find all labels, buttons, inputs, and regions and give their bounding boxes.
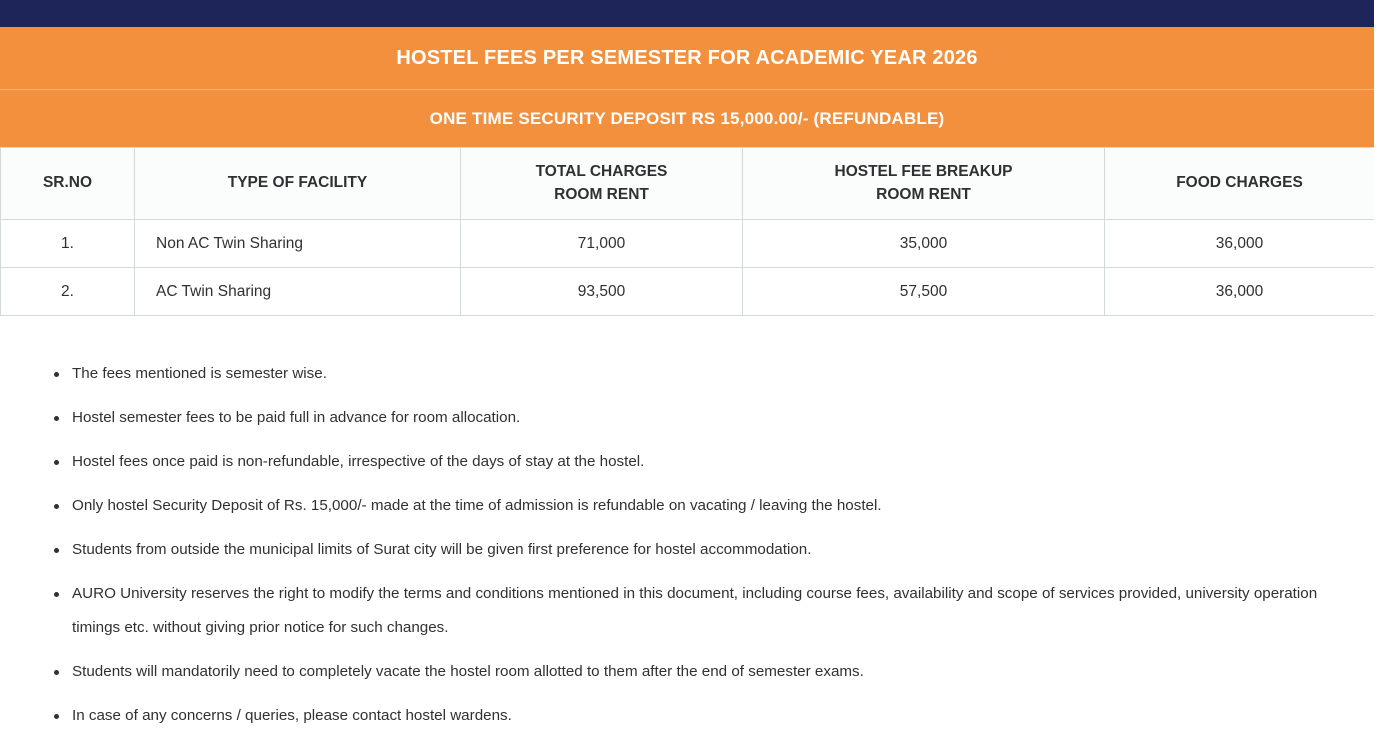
list-item: Students from outside the municipal limits of Surat city will be given first preference for hostel accommodation. <box>54 528 1349 572</box>
list-item: Hostel semester fees to be paid full in advance for room allocation. <box>54 396 1349 440</box>
cell-total-charges: 93,500 <box>461 268 743 316</box>
cell-total-charges: 71,000 <box>461 220 743 268</box>
table-row <box>1 220 1375 268</box>
list-item: In case of any concerns / queries, please contact hostel wardens. <box>54 694 1349 738</box>
banner-title <box>0 27 1374 89</box>
right-margin <box>1374 0 1379 755</box>
list-item: Students will mandatorily need to completely vacate the hostel room allotted to them after the end of semester exams. <box>54 650 1349 694</box>
column-header-total-charges <box>461 148 743 220</box>
column-header-food-charges <box>1105 148 1375 220</box>
cell-fee-breakup: 57,500 <box>743 268 1105 316</box>
table-header-row <box>1 148 1375 220</box>
table-row <box>1 268 1375 316</box>
column-header-total-charges-line1: TOTAL CHARGES <box>535 163 668 181</box>
column-header-hostel-fee-breakup <box>743 148 1105 220</box>
cell-sr-no: 2. <box>1 268 135 316</box>
hostel-fees-table <box>0 147 1375 316</box>
list-item: Only hostel Security Deposit of Rs. 15,000/- made at the time of admission is refundable on vacating / leaving the hostel. <box>54 484 1349 528</box>
column-header-food-charges-label: FOOD CHARGES <box>1176 174 1303 192</box>
column-header-hostel-fee-breakup-line2: ROOM RENT <box>876 185 971 203</box>
column-header-sr-no <box>1 148 135 220</box>
top-navy-bar <box>0 0 1374 27</box>
cell-facility: AC Twin Sharing <box>135 268 461 316</box>
column-header-sr-no-label: SR.NO <box>42 174 93 192</box>
list-item: The fees mentioned is semester wise. <box>54 352 1349 396</box>
cell-food-charges: 36,000 <box>1105 268 1375 316</box>
cell-food-charges: 36,000 <box>1105 220 1375 268</box>
table-body <box>1 220 1375 316</box>
column-header-type-of-facility-label: TYPE OF FACILITY <box>227 174 368 192</box>
notes-list <box>0 352 1379 738</box>
cell-facility: Non AC Twin Sharing <box>135 220 461 268</box>
column-header-type-of-facility <box>135 148 461 220</box>
table-header <box>1 148 1375 220</box>
list-item: AURO University reserves the right to modify the terms and conditions mentioned in this document, including course fees, availability and scope of services provided, university operation timings etc. without giving prior notice for such changes. <box>54 572 1349 650</box>
column-header-hostel-fee-breakup-line1: HOSTEL FEE BREAKUP <box>834 163 1013 181</box>
cell-fee-breakup: 35,000 <box>743 220 1105 268</box>
list-item: Hostel fees once paid is non-refundable, irrespective of the days of stay at the hostel. <box>54 440 1349 484</box>
cell-sr-no: 1. <box>1 220 135 268</box>
banner-security-deposit <box>0 89 1374 147</box>
banner-subtitle-text: ONE TIME SECURITY DEPOSIT RS 15,000.00/- (REFUNDABLE) <box>429 108 945 128</box>
banner-title-text: HOSTEL FEES PER SEMESTER FOR ACADEMIC YEAR 2026 <box>396 46 978 69</box>
column-header-total-charges-line2: ROOM RENT <box>554 185 649 203</box>
